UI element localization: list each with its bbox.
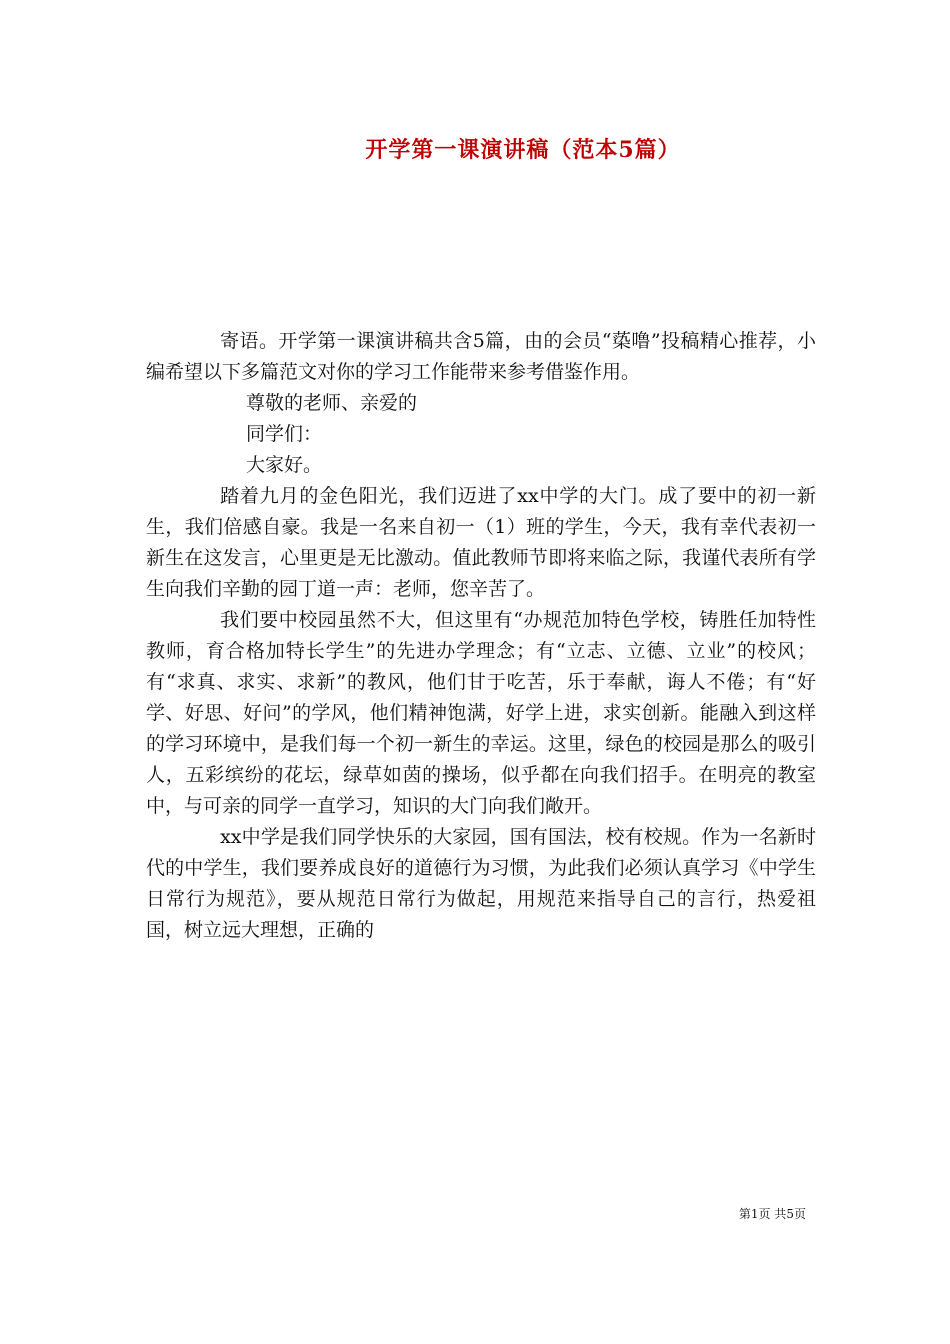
document-body: [146, 326, 816, 946]
greeting-line-3: 大家好。: [246, 454, 323, 476]
greeting-line-1: 尊敬的老师、亲爱的: [246, 392, 418, 414]
page-number-footer: 第1页 共5页: [738, 1207, 806, 1221]
body-paragraph-3: xx中学是我们同学快乐的大家园，国有国法，校有校规。作为一名新时代的中学生，我们要养成良好的道德行为习惯，为此我们必须认真学习《中学生日常行为规范》，要从规范日常行为做起，用规范来指导自己的言行，热爱祖国，树立远大理想，正确的: [146, 826, 816, 941]
body-paragraph-1: 踏着九月的金色阳光，我们迈进了xx中学的大门。成了要中的初一新生，我们倍感自豪。我是一名来自初一（1）班的学生，今天，我有幸代表初一新生在这发言，心里更是无比激动。值此教师节即将来临之际，我谨代表所有学生向我们辛勤的园丁道一声：老师，您辛苦了。: [146, 485, 816, 600]
intro-paragraph: 寄语。开学第一课演讲稿共含5篇，由的会员“蒅噜”投稿精心推荐，小编希望以下多篇范文对你的学习工作能带来参考借鉴作用。: [146, 330, 816, 383]
greeting-line-2: 同学们：: [246, 423, 323, 445]
document-title: 开学第一课演讲稿（范本5篇）: [365, 137, 681, 163]
body-paragraph-2: 我们要中校园虽然不大，但这里有“办规范加特色学校，铸胜任加特性教师，育合格加特长学生”的先进办学理念；有“立志、立德、立业”的校风；有“求真、求实、求新”的教风，他们甘于吃苦，乐于奉献，诲人不倦；有“好学、好思、好问”的学风，他们精神饱满，好学上进，求实创新。能融入到这样的学习环境中，是我们每一个初一新生的幸运。这里，绿色的校园是那么的吸引人，五彩缤纷的花坛，绿草如茵的操场，似乎都在向我们招手。在明亮的教室中，与可亲的同学一直学习，知识的大门向我们敞开。: [146, 609, 816, 817]
